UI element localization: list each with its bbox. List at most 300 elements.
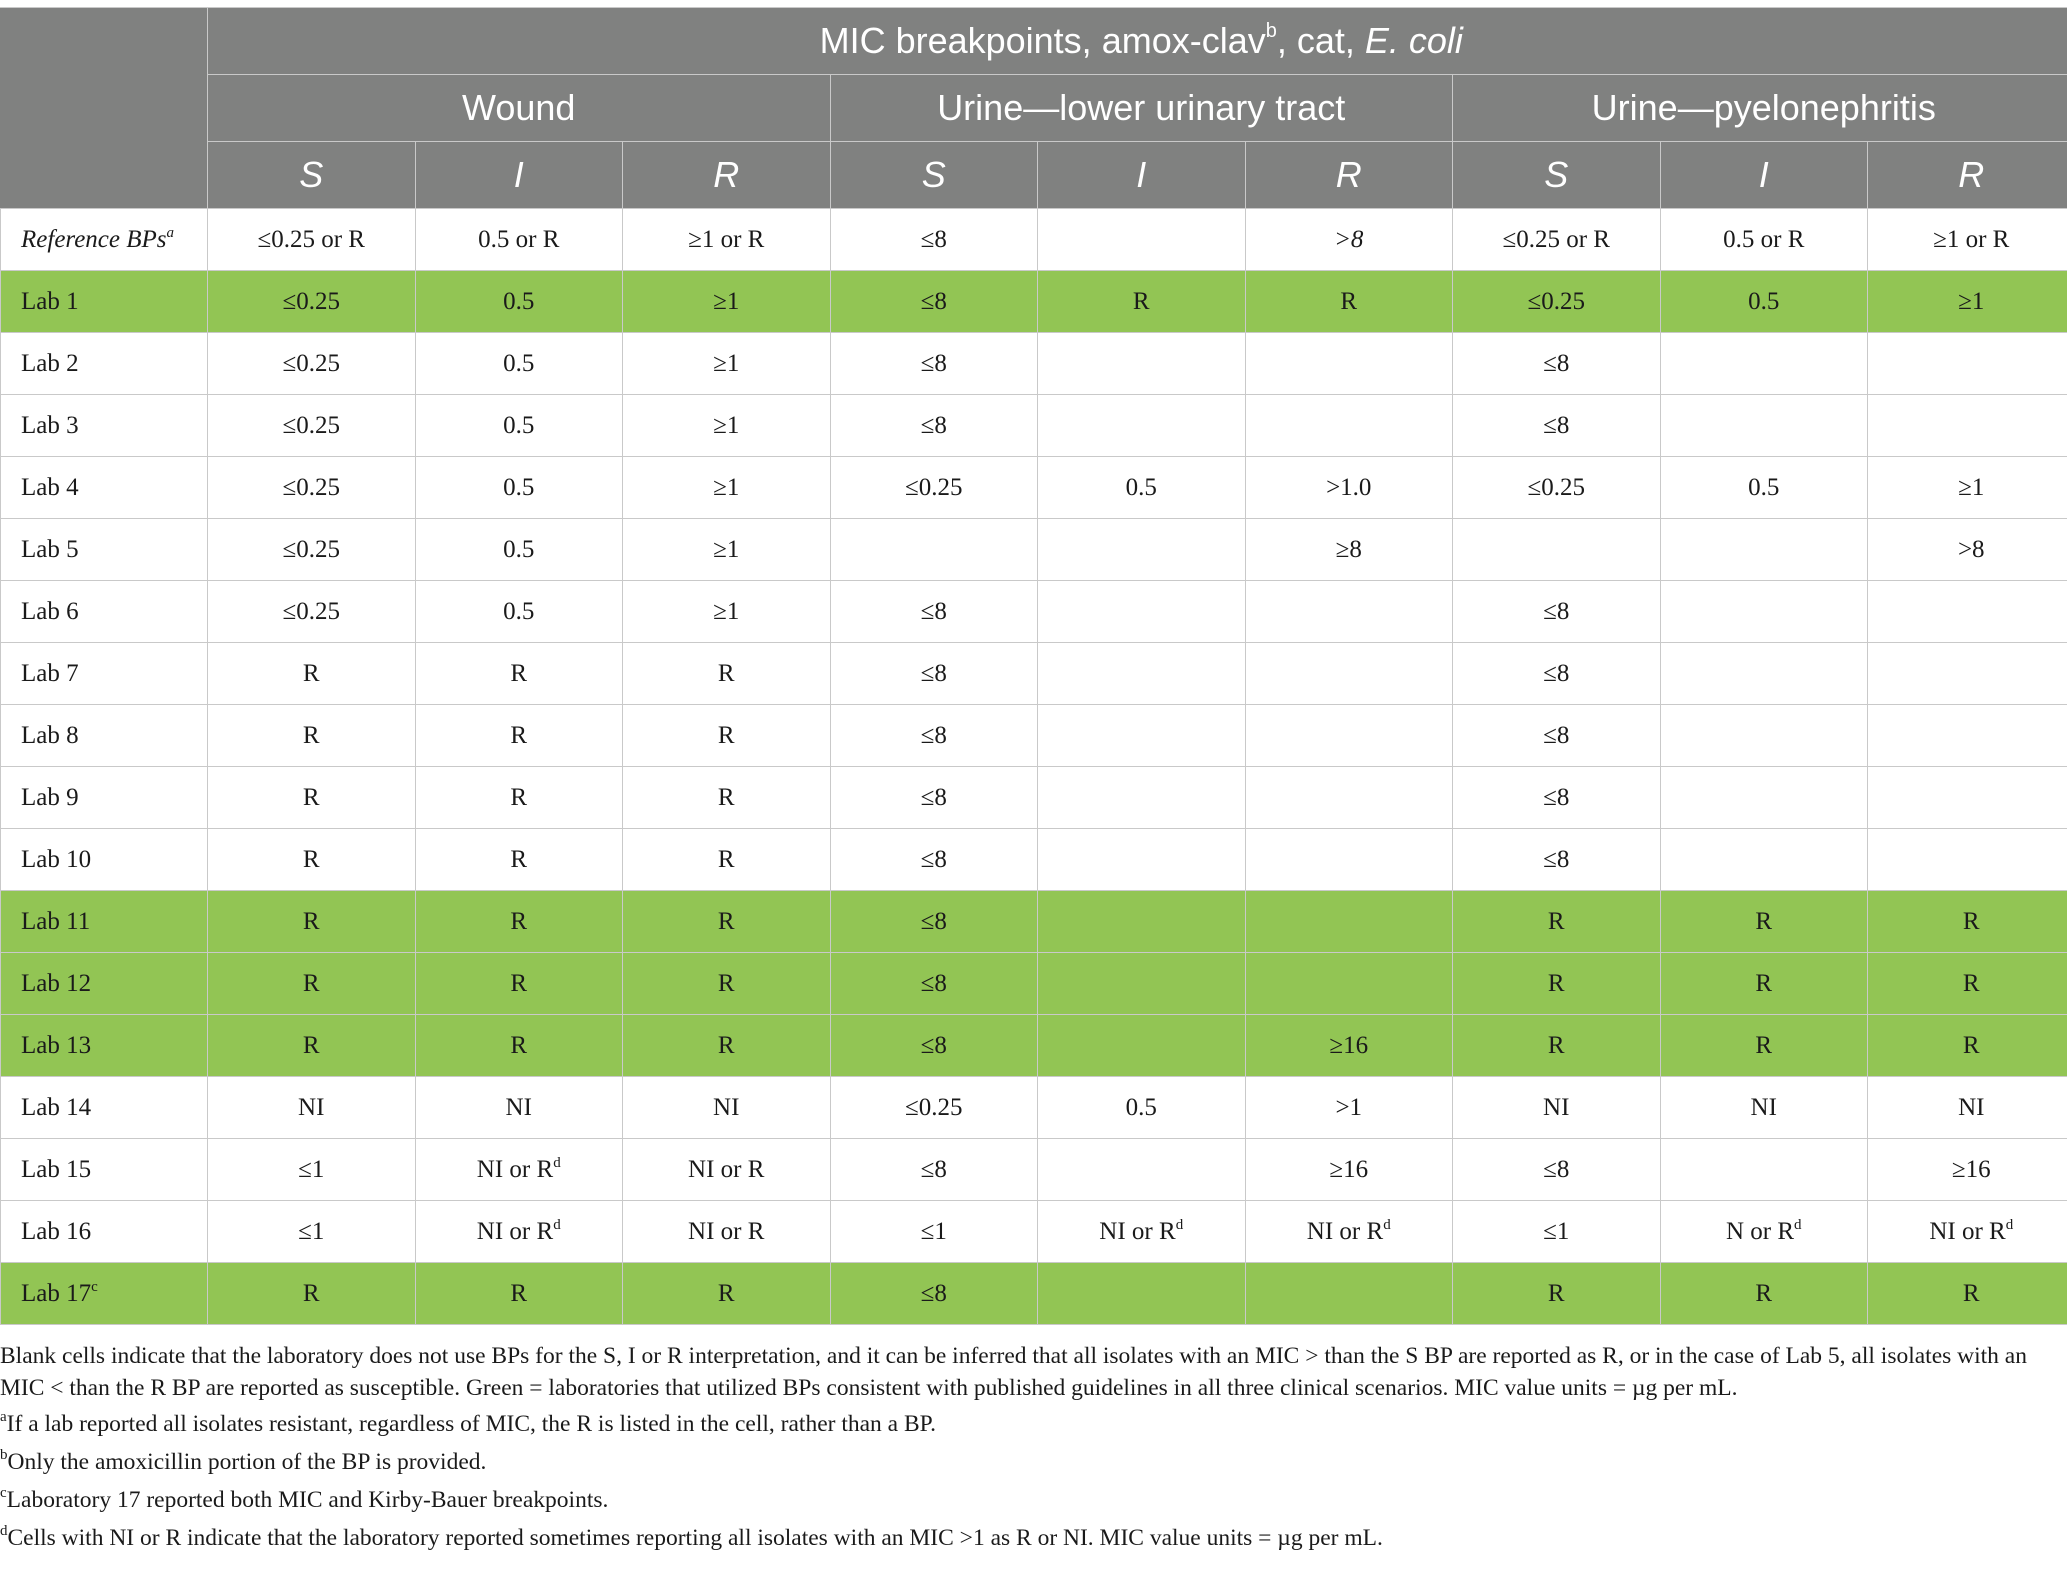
cell-value: 0.5 [503,411,535,439]
row-label [1,1139,208,1201]
table-cell [208,767,416,829]
cell-value: 0.5 [503,597,535,625]
table-cell [1038,395,1246,457]
table-cell [623,953,831,1015]
table-cell [830,1201,1038,1263]
table-cell [1038,829,1246,891]
cell-value: NI or R [688,1155,765,1183]
table-cell [1038,1201,1246,1263]
subheader-lower-s: S [830,142,1038,209]
cell-value: R [510,845,528,873]
row-label-text: Lab 5 [21,535,79,563]
row-label [1,457,208,519]
row-label [1,209,208,271]
table-cell [1868,705,2067,767]
table-cell [830,643,1038,705]
footnotes [0,1408,2060,1554]
cell-value: NI [1958,1093,1985,1121]
table-cell [623,1263,831,1325]
table-cell [830,457,1038,519]
cell-value: R [510,1031,528,1059]
table-cell [1038,953,1246,1015]
table-cell [1453,395,1661,457]
cell-value: R [302,721,320,749]
row-label-text: Lab 17 [21,1279,92,1307]
table-cell [830,1015,1038,1077]
row-label [1,519,208,581]
cell-value: R [510,783,528,811]
table-cell [1453,705,1661,767]
cell-value: R [1755,1279,1773,1307]
table-cell [1453,1015,1661,1077]
cell-value: 0.5 [503,535,535,563]
footnote [0,1446,2060,1478]
table-cell [415,643,623,705]
table-cell [415,519,623,581]
row-label [1,395,208,457]
table-cell [1660,519,1868,581]
row-label-footnote-mark: c [91,1278,98,1295]
table-cell [623,519,831,581]
cell-value: R [717,845,735,873]
table-cell [415,829,623,891]
table-cell [1245,767,1453,829]
table-cell [1660,581,1868,643]
table-cell [830,209,1038,271]
subheader-wound-s: S [208,142,416,209]
table-row [1,581,2067,643]
cell-value: ≥16 [1951,1155,1991,1183]
table-row [1,1139,2067,1201]
table-cell [1245,271,1453,333]
row-label-text: Lab 10 [21,845,92,873]
table-row [1,457,2067,519]
table-row [1,705,2067,767]
footnote-mark: d [0,1523,8,1539]
row-label [1,581,208,643]
cell-value: R [1962,907,1980,935]
title-footnote-mark: b [1265,20,1277,42]
footnote [0,1522,2060,1554]
cell-value: 0.5 [1125,473,1157,501]
table-cell [1453,209,1661,271]
cell-value: ≥1 [1958,473,1985,501]
table-cell [623,209,831,271]
table-cell [1660,705,1868,767]
table-cell [415,1201,623,1263]
cell-value: ≤8 [920,1279,947,1307]
row-label-text: Lab 2 [21,349,79,377]
table-cell [1245,1077,1453,1139]
row-label-text: Lab 6 [21,597,79,625]
row-label [1,643,208,705]
cell-value: R [510,969,528,997]
cell-footnote-mark: d [553,1216,561,1233]
cell-value: R [1340,287,1358,315]
table-cell [1868,1201,2067,1263]
cell-value: >8 [1334,225,1364,253]
row-label [1,1015,208,1077]
cell-value: 0.5 [503,287,535,315]
table-cell [1660,209,1868,271]
cell-value: R [1962,1031,1980,1059]
cell-value: 0.5 [503,349,535,377]
cell-value: R [1547,1279,1565,1307]
table-cell [623,395,831,457]
cell-footnote-mark: d [1175,1216,1184,1233]
cell-value: ≤0.25 [282,349,340,377]
cell-value: NI [1543,1093,1570,1121]
table-cell [830,333,1038,395]
table-cell [415,1263,623,1325]
footnote-mark: c [0,1485,7,1501]
cell-value: NI [1750,1093,1777,1121]
cell-value: R [1755,969,1773,997]
cell-value: ≥16 [1329,1155,1369,1183]
table-row [1,829,2067,891]
cell-value: R [1547,907,1565,935]
footnote-mark: a [0,1409,7,1425]
row-label [1,1077,208,1139]
row-label-text: Lab 12 [21,969,92,997]
table-cell [1453,271,1661,333]
table-cell [415,953,623,1015]
table-row [1,395,2067,457]
cell-value: >8 [1957,535,1985,563]
table-cell [1038,705,1246,767]
table-cell [415,767,623,829]
table-cell [1038,1015,1246,1077]
table-cell [1038,333,1246,395]
cell-value: ≤8 [1543,783,1570,811]
table-cell [1453,643,1661,705]
table-cell [1453,457,1661,519]
table-cell [830,395,1038,457]
breakpoints-table-container [0,7,2067,1325]
group-header-pyelonephritis: Urine—pyelonephritis [1453,75,2067,142]
cell-value: R [717,783,735,811]
table-cell [1453,829,1661,891]
cell-value: R [510,1279,528,1307]
table-cell [208,271,416,333]
cell-value: ≥1 [713,535,740,563]
cell-value: NI or R [1099,1217,1176,1245]
table-cell [623,271,831,333]
table-cell [1038,457,1246,519]
notes-main: Blank cells indicate that the laboratory does not use BPs for the S, I or R interpretation, and it can be inferred that all isolates with an MIC > than the S BP are reported as R, or in the case of Lab 5, all isolates with an MIC < than the R BP are reported as susceptible. Green = laboratories that utilized BPs consistent with published guidelines in all three clinical scenarios. MIC value units = µg per mL. [0,1343,2027,1401]
table-cell [1038,1077,1246,1139]
row-label [1,271,208,333]
table-cell [1245,705,1453,767]
table-row [1,643,2067,705]
cell-value: R [510,907,528,935]
row-label [1,333,208,395]
row-label-text: Lab 3 [21,411,79,439]
cell-value: 0.5 [503,473,535,501]
cell-value: 0.5 [1748,473,1780,501]
table-cell [830,1077,1038,1139]
cell-value: ≥1 [1958,287,1985,315]
subheader-wound-i: I [415,142,623,209]
table-row [1,767,2067,829]
table-cell [1245,1201,1453,1263]
cell-value: ≥1 [713,411,740,439]
subheader-lower-r: R [1245,142,1453,209]
table-row [1,891,2067,953]
table-cell [208,705,416,767]
cell-value: ≥1 [713,287,740,315]
cell-value: ≤0.25 [905,1093,963,1121]
table-cell [623,1139,831,1201]
table-cell [1245,953,1453,1015]
table-cell [208,209,416,271]
table-cell [415,705,623,767]
table-cell [415,209,623,271]
cell-value: ≤8 [920,225,947,253]
cell-value: ≤8 [920,783,947,811]
table-cell [1868,581,2067,643]
cell-value: R [302,1279,320,1307]
subheader-pyelo-s: S [1453,142,1661,209]
cell-value: NI or R [476,1155,554,1183]
table-cell [1245,829,1453,891]
cell-value: ≤0.25 [282,287,340,315]
cell-value: NI [713,1093,740,1121]
footnote-text: If a lab reported all isolates resistant, regardless of MIC, the R is listed in the cell, rather than a BP. [6,1411,936,1437]
cell-value: ≥1 or R [1933,225,2010,253]
table-cell [1453,953,1661,1015]
row-label-text: Lab 16 [21,1217,92,1245]
table-header [1,8,2067,209]
cell-value: NI [298,1093,325,1121]
row-label-text: Lab 14 [21,1093,92,1121]
table-cell [1660,1015,1868,1077]
cell-value: R [302,907,320,935]
row-label [1,953,208,1015]
table-cell [1453,891,1661,953]
cell-value: R [510,659,528,687]
table-cell [208,395,416,457]
cell-value: R [302,659,320,687]
table-cell [208,891,416,953]
table-cell [623,767,831,829]
cell-value: ≤8 [920,845,947,873]
table-cell [1038,271,1246,333]
table-cell [1868,767,2067,829]
table-cell [623,581,831,643]
table-cell [1038,643,1246,705]
table-cell [415,457,623,519]
cell-value: ≤0.25 or R [1502,225,1610,253]
row-label [1,1263,208,1325]
table-cell [1868,953,2067,1015]
cell-value: ≤8 [920,1031,947,1059]
table-cell [208,333,416,395]
table-cell [1245,1139,1453,1201]
cell-value: ≥8 [1335,535,1362,563]
table-cell [1038,891,1246,953]
footnote-text: Only the amoxicillin portion of the BP is provided. [7,1449,487,1475]
cell-value: R [1547,1031,1565,1059]
cell-value: R [717,969,735,997]
title-mid: , cat, [1276,20,1365,61]
row-label-text: Lab 11 [21,907,91,935]
table-cell [623,829,831,891]
table-cell [208,1015,416,1077]
cell-value: 0.5 [1748,287,1780,315]
table-cell [415,891,623,953]
table-cell [1453,1263,1661,1325]
cell-value: NI or R [476,1217,554,1245]
cell-value: R [1547,969,1565,997]
table-row [1,519,2067,581]
table-cell [1660,643,1868,705]
table-row [1,1077,2067,1139]
cell-value: R [1962,1279,1980,1307]
cell-value: ≤8 [1543,845,1570,873]
cell-footnote-mark: d [1383,1216,1391,1233]
table-cell [1038,581,1246,643]
table-cell [415,581,623,643]
table-cell [1038,519,1246,581]
title-prefix: MIC breakpoints, amox-clav [819,20,1266,61]
row-label [1,767,208,829]
footnote-mark: b [0,1447,8,1463]
cell-value: ≤8 [920,597,947,625]
table-row [1,333,2067,395]
cell-value: ≤8 [1543,597,1570,625]
table-cell [1868,1015,2067,1077]
table-cell [830,705,1038,767]
table-cell [1660,271,1868,333]
subheader-pyelo-r: R [1868,142,2067,209]
table-body [1,209,2067,1325]
breakpoints-table [0,7,2067,1325]
row-label-text: Lab 7 [21,659,79,687]
table-cell [1868,333,2067,395]
table-cell [1660,1263,1868,1325]
table-cell [208,1263,416,1325]
table-cell [830,829,1038,891]
cell-value: R [717,1279,735,1307]
row-label-text: Lab 8 [21,721,79,749]
cell-footnote-mark: d [1794,1216,1802,1233]
table-cell [1038,209,1246,271]
table-cell [1453,333,1661,395]
subheader-pyelo-i: I [1660,142,1868,209]
group-header-lower-urinary: Urine—lower urinary tract [830,75,1453,142]
table-cell [1245,1263,1453,1325]
cell-value: ≤8 [920,1155,947,1183]
table-cell [208,953,416,1015]
table-cell [1245,519,1453,581]
table-cell [1660,1077,1868,1139]
table-cell [1453,1201,1661,1263]
cell-value: ≥1 [713,597,740,625]
cell-value: NI or R [1306,1217,1384,1245]
table-cell [1660,1139,1868,1201]
subheader-wound-r: R [623,142,831,209]
table-cell [208,581,416,643]
table-cell [415,395,623,457]
table-cell [830,953,1038,1015]
cell-value: R [717,659,735,687]
cell-value: NI [505,1093,532,1121]
table-cell [208,1139,416,1201]
cell-value: 0.5 or R [478,225,560,253]
table-cell [1453,1077,1661,1139]
table-cell [415,1139,623,1201]
cell-value: >1 [1335,1093,1363,1121]
cell-value: R [1755,907,1773,935]
table-cell [208,829,416,891]
table-cell [1245,209,1453,271]
table-cell [1660,395,1868,457]
cell-value: R [302,845,320,873]
table-cell [830,767,1038,829]
row-label-text: Lab 4 [21,473,79,501]
cell-value: ≤8 [920,411,947,439]
table-cell [830,581,1038,643]
table-cell [1868,395,2067,457]
table-cell [830,271,1038,333]
cell-value: ≤8 [920,721,947,749]
table-cell [1038,1139,1246,1201]
table-cell [1245,891,1453,953]
cell-footnote-mark: d [2005,1216,2014,1233]
row-label [1,829,208,891]
table-cell [1660,953,1868,1015]
cell-value: R [510,721,528,749]
table-cell [623,643,831,705]
table-cell [208,457,416,519]
cell-value: ≤8 [920,907,947,935]
cell-value: NI or R [1929,1217,2006,1245]
table-cell [830,519,1038,581]
cell-value: ≤1 [1543,1217,1570,1245]
cell-value: ≤8 [1543,1155,1570,1183]
table-cell [208,519,416,581]
cell-value: R [302,783,320,811]
table-row [1,1201,2067,1263]
table-title [208,8,2067,75]
table-cell [1868,1263,2067,1325]
table-cell [1660,457,1868,519]
table-cell [415,1015,623,1077]
cell-value: R [302,1031,320,1059]
cell-value: ≤8 [1543,349,1570,377]
cell-value: ≤1 [298,1217,325,1245]
cell-value: ≤0.25 [282,473,340,501]
row-label-text: Lab 13 [21,1031,92,1059]
table-cell [1868,457,2067,519]
table-cell [415,333,623,395]
footnote-text: Cells with NI or R indicate that the laboratory reported sometimes reporting all isolates with an MIC >1 as R or NI. MIC value units = µg per mL. [7,1525,1383,1551]
cell-value: ≤1 [920,1217,947,1245]
cell-value: ≥1 or R [688,225,765,253]
cell-value: ≤0.25 [1527,287,1585,315]
table-cell [1868,271,2067,333]
table-cell [208,1077,416,1139]
table-row [1,271,2067,333]
table-cell [1038,767,1246,829]
cell-value: N or R [1725,1217,1795,1245]
table-cell [1868,519,2067,581]
table-cell [1868,891,2067,953]
table-cell [623,333,831,395]
table-cell [1245,395,1453,457]
cell-value: ≤8 [1543,411,1570,439]
